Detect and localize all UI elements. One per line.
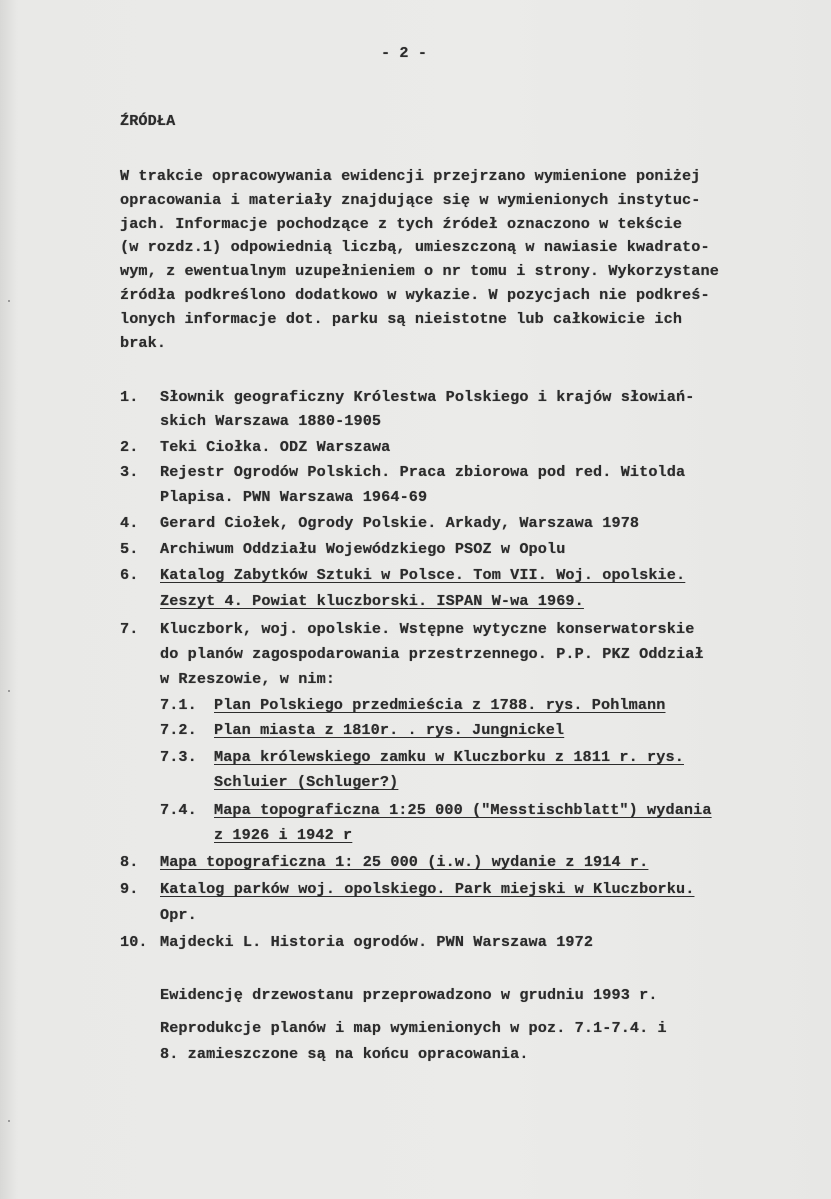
intro-line: W trakcie opracowywania ewidencji przejrzano wymienione poniżej bbox=[120, 167, 701, 185]
source-text: Rejestr Ogrodów Polskich. Praca zbiorowa pod red. Witolda bbox=[160, 463, 686, 481]
source-text: Archiwum Oddziału Wojewódzkiego PSOZ w Opolu bbox=[160, 540, 566, 558]
source-text-underlined: Zeszyt 4. Powiat kluczborski. ISPAN W-wa 1969. bbox=[160, 592, 584, 610]
intro-line: jach. Informacje pochodzące z tych źródeł oznaczono w tekście bbox=[120, 214, 683, 233]
source-number: 5. bbox=[120, 540, 139, 558]
source-text-underlined: Plan Polskiego przedmieścia z 1788. rys. Pohlmann bbox=[214, 696, 666, 714]
source-text: Kluczbork, woj. opolskie. Wstępne wytyczne konserwatorskie bbox=[160, 620, 695, 638]
source-number: 6. bbox=[120, 566, 139, 584]
source-number: 2. bbox=[120, 438, 139, 456]
scan-mark bbox=[8, 1120, 10, 1122]
page-number: - 2 - bbox=[381, 44, 428, 62]
source-number: 7. bbox=[120, 620, 139, 638]
source-text-underlined: z 1926 i 1942 r bbox=[214, 826, 353, 844]
source-number: 7.4. bbox=[160, 801, 197, 819]
source-number: 4. bbox=[120, 514, 139, 532]
source-number: 9. bbox=[120, 880, 139, 898]
source-text-underlined: Mapa topograficzna 1:25 000 ("Messtischblatt") wydania bbox=[214, 801, 712, 819]
source-text: skich Warszawa 1880-1905 bbox=[160, 412, 382, 430]
intro-line: (w rozdz.1) odpowiednią liczbą, umieszczoną w nawiasie kwadrato- bbox=[120, 238, 710, 257]
source-number: 10. bbox=[120, 933, 148, 951]
intro-line: opracowania i materiały znajdujące się w wymienionych instytuc- bbox=[120, 190, 701, 209]
intro-line: brak. bbox=[120, 333, 167, 352]
section-heading: ŹRÓDŁA bbox=[120, 112, 176, 130]
source-text: w Rzeszowie, w nim: bbox=[160, 670, 336, 688]
source-text: Słownik geograficzny Królestwa Polskiego i krajów słowiań- bbox=[160, 388, 695, 406]
source-text-underlined: Katalog parków woj. opolskiego. Park miejski w Kluczborku. bbox=[160, 880, 695, 898]
source-text-underlined: Mapa królewskiego zamku w Kluczborku z 1811 r. rys. bbox=[214, 748, 684, 766]
source-text-underlined: Plan miasta z 1810r. . rys. Jungnickel bbox=[214, 721, 565, 739]
source-number: 8. bbox=[120, 853, 139, 871]
source-text: Teki Ciołka. ODZ Warszawa bbox=[160, 438, 391, 456]
source-number: 7.1. bbox=[160, 696, 197, 714]
source-text: Opr. bbox=[160, 906, 197, 924]
source-text: Majdecki L. Historia ogrodów. PWN Warszawa 1972 bbox=[160, 933, 594, 951]
source-text-underlined: Schluier (Schluger?) bbox=[214, 773, 399, 791]
intro-line: wym, z ewentualnym uzupełnieniem o nr tomu i strony. Wykorzystane bbox=[120, 262, 719, 281]
closing-note: Reprodukcje planów i map wymienionych w poz. 7.1-7.4. i bbox=[160, 1019, 667, 1037]
source-text: do planów zagospodarowania przestrzennego. P.P. PKZ Oddział bbox=[160, 645, 704, 663]
closing-note: Ewidencję drzewostanu przeprowadzono w grudniu 1993 r. bbox=[160, 986, 658, 1004]
source-number: 3. bbox=[120, 463, 139, 481]
intro-line: lonych informacje dot. parku są nieistotne lub całkowicie ich bbox=[120, 309, 683, 328]
source-number: 7.2. bbox=[160, 721, 197, 739]
scan-mark bbox=[8, 690, 10, 692]
intro-paragraph bbox=[120, 165, 719, 355]
source-text-underlined: Mapa topograficzna 1: 25 000 (i.w.) wydanie z 1914 r. bbox=[160, 853, 649, 871]
source-text: Plapisa. PWN Warszawa 1964-69 bbox=[160, 488, 428, 506]
closing-note: 8. zamieszczone są na końcu opracowania. bbox=[160, 1045, 529, 1063]
source-text: Gerard Ciołek, Ogrody Polskie. Arkady, Warszawa 1978 bbox=[160, 514, 640, 532]
source-number: 1. bbox=[120, 388, 139, 406]
intro-line: źródła podkreślono dodatkowo w wykazie. W pozycjach nie podkreś- bbox=[120, 285, 710, 304]
scan-mark bbox=[8, 300, 10, 302]
source-number: 7.3. bbox=[160, 748, 197, 766]
source-text-underlined: Katalog Zabytków Sztuki w Polsce. Tom VII. Woj. opolskie. bbox=[160, 566, 686, 584]
